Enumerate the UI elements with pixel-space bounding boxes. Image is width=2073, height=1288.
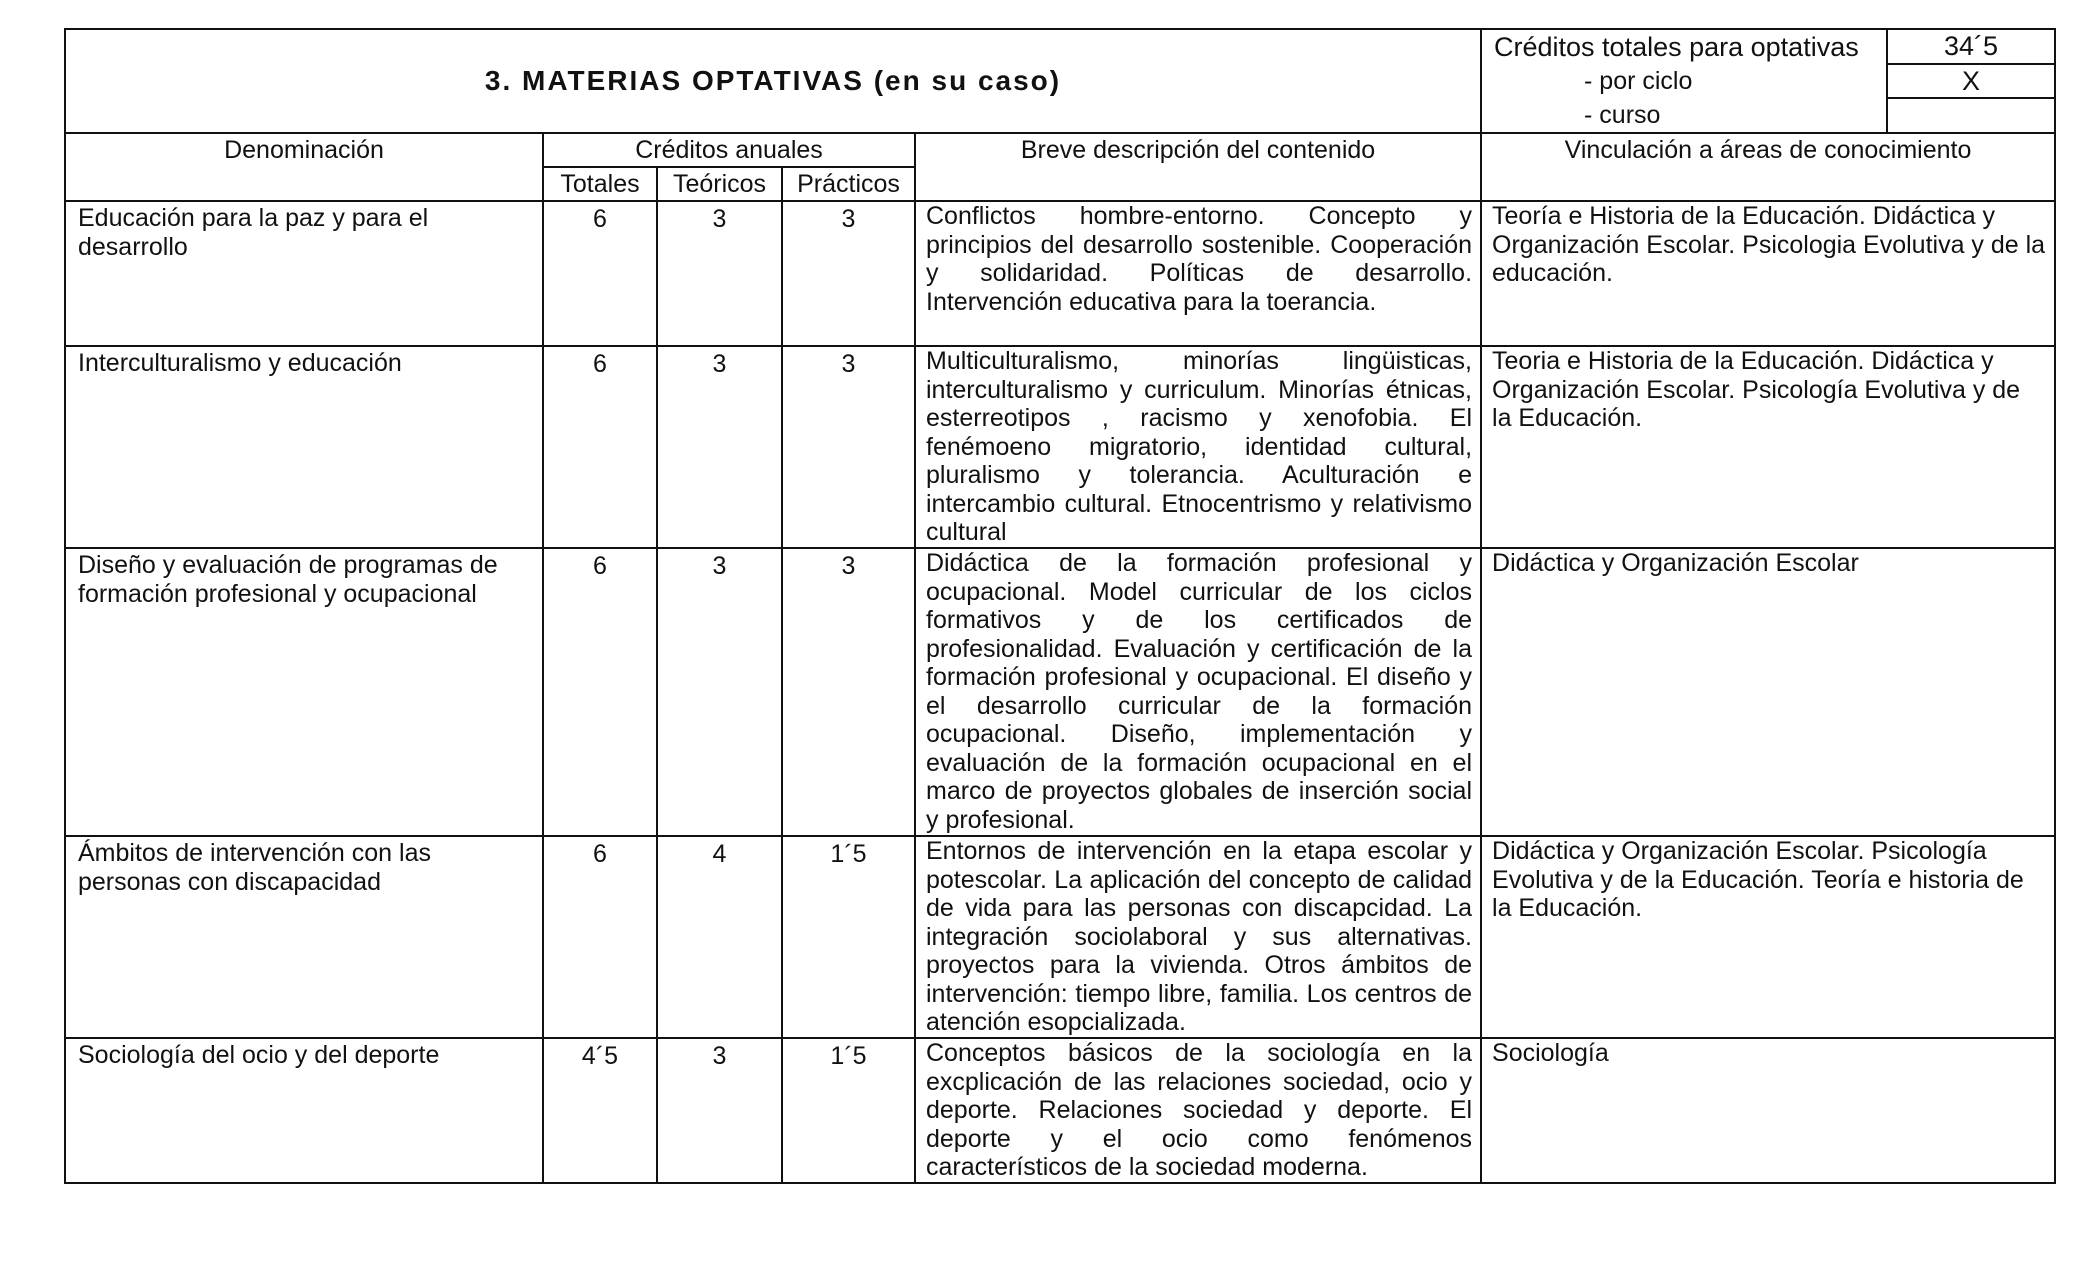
credits-totales: 4´5 <box>543 1038 657 1183</box>
subject-description: Conflictos hombre-entorno. Concepto y principios del desarrollo sostenible. Cooperación y solidaridad. Políticas de desarrollo. Intervención educativa para la toerancia. <box>915 201 1481 346</box>
credits-per-cycle-value: X <box>1887 64 2055 99</box>
subject-name: Ámbitos de intervención con las personas con discapacidad <box>65 836 543 1038</box>
header-descripcion: Breve descripción del contenido <box>915 133 1481 201</box>
table-row <box>65 836 2055 1038</box>
knowledge-areas: Didáctica y Organización Escolar. Psicología Evolutiva y de la Educación. Teoría e historia de la Educación. <box>1481 836 2055 1038</box>
subject-description: Entornos de intervención en la etapa escolar y potescolar. La aplicación del concepto de calidad de vida para las personas con discapcidad. La integración sociolaboral y sus alternativas. proyectos para la vivienda. Otros ámbitos de intervención: tiempo libre, familia. Los centros de atención esopcializada. <box>915 836 1481 1038</box>
document-page <box>64 28 2054 1184</box>
knowledge-areas: Sociología <box>1481 1038 2055 1183</box>
header-totales: Totales <box>543 167 657 201</box>
credits-practicos: 3 <box>782 346 915 548</box>
table-row <box>65 548 2055 836</box>
header-denominacion: Denominación <box>65 133 543 201</box>
credits-teoricos: 3 <box>657 548 782 836</box>
subject-description: Didáctica de la formación profesional y ocupacional. Model curricular de los ciclos formativos y de los certificados de profesionalidad. Evaluación y certificación de la formación profesional y ocupacional. El diseño y el desarrollo curricular de la formación ocupacional. Diseño, implementación y evaluación de la formación ocupacional en el marco de proyectos globales de inserción social y profesional. <box>915 548 1481 836</box>
credits-practicos: 3 <box>782 548 915 836</box>
credits-total-value: 34´5 <box>1887 29 2055 64</box>
credits-teoricos: 4 <box>657 836 782 1038</box>
header-teoricos: Teóricos <box>657 167 782 201</box>
knowledge-areas: Teoría e Historia de la Educación. Didáctica y Organización Escolar. Psicologia Evolutiva y de la educación. <box>1481 201 2055 346</box>
credits-per-cycle-label: - por ciclo <box>1584 67 1693 95</box>
credits-summary-label-cell <box>1481 29 1887 133</box>
credits-totales: 6 <box>543 201 657 346</box>
credits-teoricos: 3 <box>657 201 782 346</box>
subject-name: Diseño y evaluación de programas de formación profesional y ocupacional <box>65 548 543 836</box>
header-creditos-anuales: Créditos anuales <box>543 133 915 167</box>
subject-description: Multiculturalismo, minorías lingüisticas, interculturalismo y curriculum. Minorías étnicas, esterreotipos , racismo y xenofobia. El fenémoeno migratorio, identidad cultural, pluralismo y tolerancia. Aculturación e intercambio cultural. Etnocentrismo y relativismo cultural <box>915 346 1481 548</box>
credits-total-label: Créditos totales para optativas <box>1494 32 1859 62</box>
credits-totales: 6 <box>543 346 657 548</box>
header-vinculacion: Vinculación a áreas de conocimiento <box>1481 133 2055 201</box>
subject-name: Sociología del ocio y del deporte <box>65 1038 543 1183</box>
credits-totales: 6 <box>543 836 657 1038</box>
credits-practicos: 3 <box>782 201 915 346</box>
table-row <box>65 1038 2055 1183</box>
credits-per-course-label: - curso <box>1584 101 1661 129</box>
credits-per-course-value <box>1887 98 2055 133</box>
credits-teoricos: 3 <box>657 346 782 548</box>
table-row <box>65 201 2055 346</box>
knowledge-areas: Teoria e Historia de la Educación. Didáctica y Organización Escolar. Psicología Evolutiva y de la Educación. <box>1481 346 2055 548</box>
credits-totales: 6 <box>543 548 657 836</box>
credits-teoricos: 3 <box>657 1038 782 1183</box>
section-title: 3. MATERIAS OPTATIVAS (en su caso) <box>65 29 1481 133</box>
credits-practicos: 1´5 <box>782 836 915 1038</box>
subject-name: Interculturalismo y educación <box>65 346 543 548</box>
subject-name: Educación para la paz y para el desarrollo <box>65 201 543 346</box>
table-row <box>65 346 2055 548</box>
credits-practicos: 1´5 <box>782 1038 915 1183</box>
header-practicos: Prácticos <box>782 167 915 201</box>
optional-subjects-table <box>64 28 2056 1184</box>
subject-description: Conceptos básicos de la sociología en la excplicación de las relaciones sociedad, ocio y deporte. Relaciones sociedad y deporte. El deporte y el ocio como fenómenos característicos de la sociedad moderna. <box>915 1038 1481 1183</box>
knowledge-areas: Didáctica y Organización Escolar <box>1481 548 2055 836</box>
